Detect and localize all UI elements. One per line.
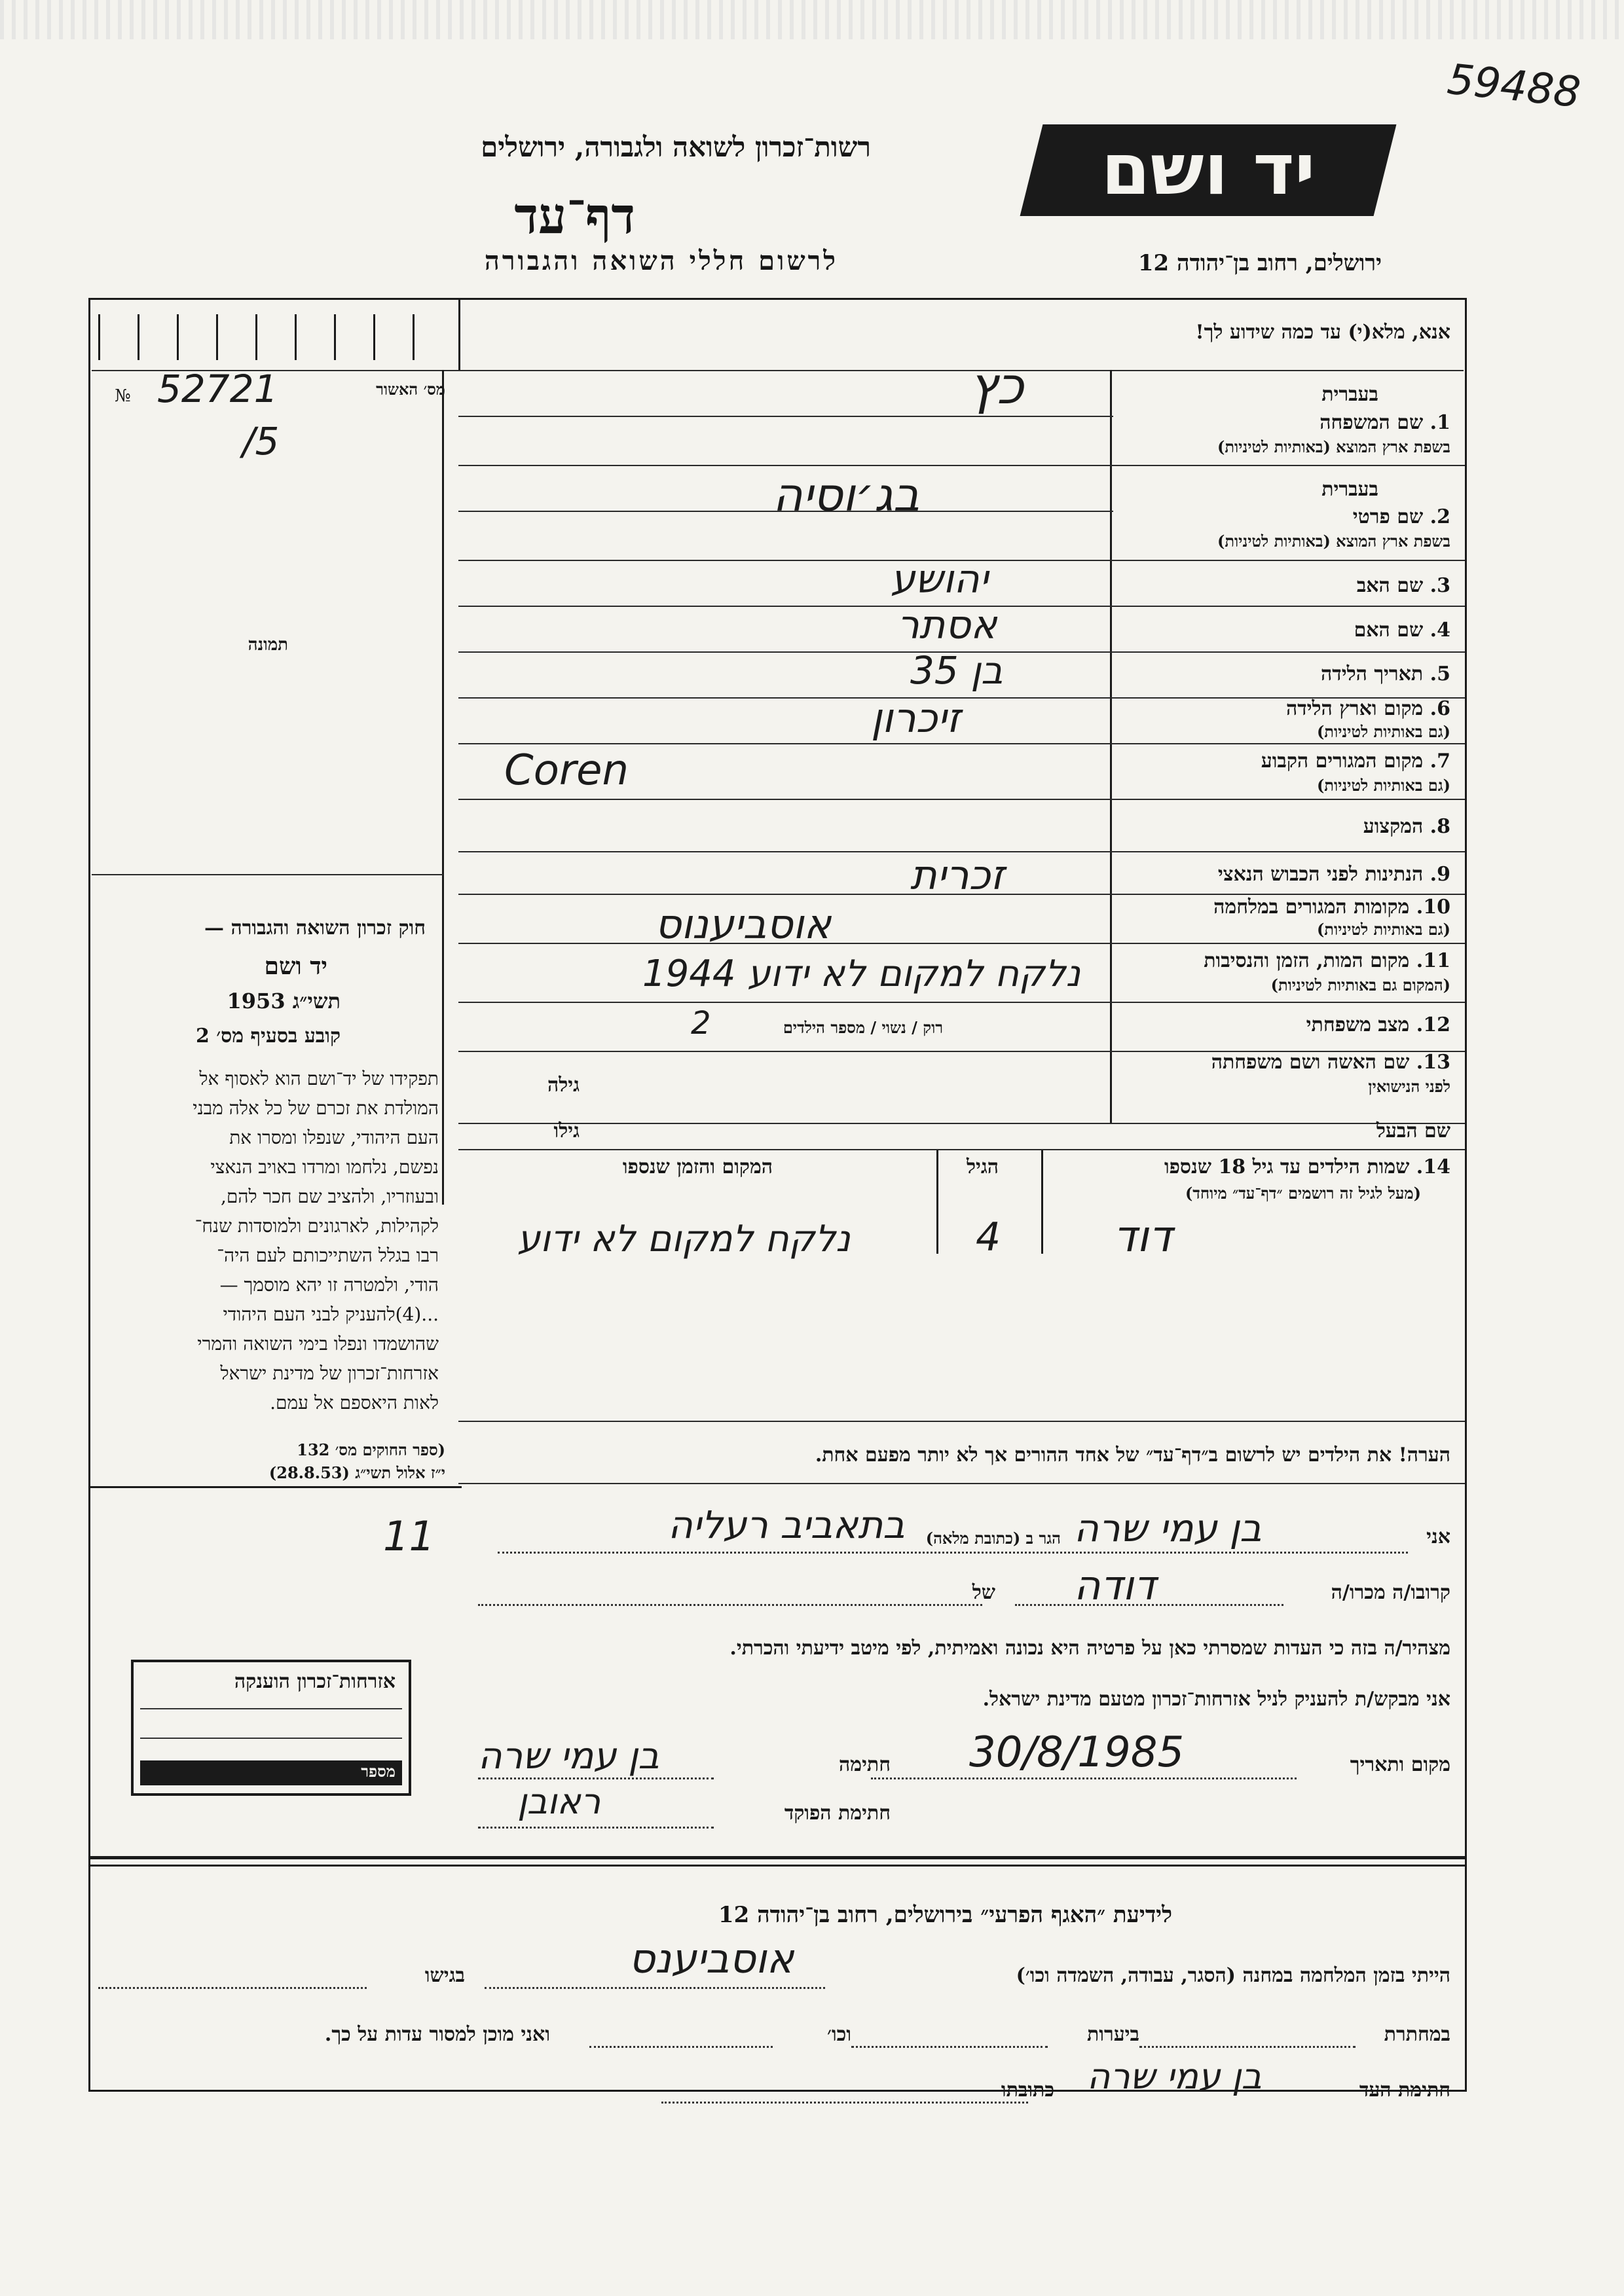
husband-age-label: גילו xyxy=(553,1120,580,1142)
law-title: חוק זכרון השואה והגבורה — xyxy=(204,917,426,939)
field-12-label: 12. מצב משפחתי xyxy=(1306,1013,1450,1036)
value-family-name: כץ xyxy=(969,357,1024,416)
page-subtitle: לרשום חללי השואה והגבורה xyxy=(484,246,838,276)
value-children-count: 2 xyxy=(691,1005,711,1042)
field-2-label: 2. שם פרטי xyxy=(1352,505,1450,528)
law-year: תשי״ג 1953 xyxy=(227,989,341,1013)
ready-label: ואני מוכן למסור עדות על כך. xyxy=(324,2023,550,2046)
witness-signature-value: בן עמי שרה xyxy=(1087,2056,1262,2097)
husband-label: שם הבעל xyxy=(1376,1120,1450,1142)
value-birth-date: בן 35 xyxy=(910,648,1003,693)
photo-label: תמונה xyxy=(248,635,288,655)
signature-value: בן עמי שרה xyxy=(478,1735,659,1777)
signature-label: חתימה xyxy=(839,1753,891,1776)
field-7-note: (גם באותיות לטיניות) xyxy=(1316,776,1450,795)
authority-name: רשות־זכרון לשואה ולגבורה, ירושלים xyxy=(481,131,871,163)
yad-vashem-logo xyxy=(1020,124,1397,216)
remark: הערה! את הילדים יש לרשום ב״דף־עד״ של אחד ההורים אך לא יותר מפעם אחת. xyxy=(815,1444,1450,1467)
field-2-note: בשפת ארץ המוצא (באותיות לטיניות) xyxy=(1217,532,1450,551)
field-13-note: לפני הנישואין xyxy=(1368,1077,1450,1096)
field-7-label: 7. מקום המגורים הקבוע xyxy=(1261,750,1450,773)
citizenship-title: אזרחות־זכרון הוענקה xyxy=(234,1670,396,1693)
relative-label: קרובו/ה מכרו/ה xyxy=(1331,1581,1450,1604)
children-header: 14. שמות הילדים עד גיל 18 שנספו xyxy=(1164,1156,1450,1178)
value-nationality: זכרית xyxy=(910,851,1005,899)
field-8-label: 8. המקצוע xyxy=(1363,815,1450,838)
underground-label: במחתרת xyxy=(1384,2023,1450,2046)
field-11-label: 11. מקום המות, הזמן והנסיבות xyxy=(1204,949,1450,972)
scan-noise xyxy=(0,0,1624,39)
field-4-label: 4. שם האם xyxy=(1354,619,1450,642)
approval-label: מס׳ האשור xyxy=(376,380,445,399)
margin-mark: 11 xyxy=(383,1512,435,1560)
value-father-name: יהושע xyxy=(891,556,989,602)
field-10-note: (גם באותיות לטיניות) xyxy=(1316,920,1450,939)
relative-value: דודה xyxy=(1074,1561,1156,1609)
logo-text: יד ושם xyxy=(1101,129,1316,211)
witness-name: בן עמי שרה xyxy=(1074,1506,1262,1550)
footer-heading: לידיעת ״האגף הפרעי״ בירושלים, רחוב בן־יהודה 12 xyxy=(718,1902,1172,1928)
approval-number: 52721 xyxy=(157,367,278,411)
of-label: של xyxy=(972,1581,995,1604)
officer-value: ראובן xyxy=(517,1781,601,1822)
forests-label: ביערות xyxy=(1086,2023,1139,2046)
camp-label: הייתי בזמן המלחמה במחנה (הסגר, עבודה, השמדה וכו׳) xyxy=(1016,1964,1450,1987)
value-mother-name: אסתר xyxy=(897,602,997,648)
value-residence: Coren xyxy=(504,746,629,795)
law-clause: קובע בסעיף מס׳ 2 xyxy=(195,1025,341,1048)
field-1-note: בשפת ארץ המוצא (באותיות לטיניות) xyxy=(1217,437,1450,456)
declaration: מצהיר/ה בזה כי העדות שמסרתי כאן על פרטיה היא נכונה ואמיתית, לפי מיטב ידיעתי והכרתי. xyxy=(729,1637,1450,1660)
id-boxes xyxy=(98,314,452,360)
witness-i-label: אני xyxy=(1426,1525,1450,1548)
marital-options: רוק / נשוי / מספר הילדים xyxy=(783,1018,943,1037)
citizenship-number-label: מספר xyxy=(361,1762,396,1781)
archive-number: 59488 xyxy=(1445,55,1583,118)
field-6-note: (גם באותיות לטיניות) xyxy=(1316,722,1450,741)
children-place-header: המקום והזמן שנספו xyxy=(622,1156,773,1178)
wife-age-label: גילה xyxy=(547,1074,580,1097)
in-hebrew-2: בעברית xyxy=(1321,478,1378,501)
value-wartime-residence: אוסביענוס xyxy=(655,900,832,948)
child-age: 4 xyxy=(976,1214,1001,1260)
request: אני מבקש/ת להעניק לניל אזרחות־זכרון מטעם מדינת ישראל. xyxy=(982,1688,1450,1711)
approval-suffix: /5 xyxy=(242,419,280,464)
law-logo: יד ושם xyxy=(264,953,327,980)
in-hebrew-1: בעברית xyxy=(1321,383,1378,406)
law-text: תפקידו של יד־ושם הוא לאסוף אל המולדת את זכרם של כל אלה מבני העם היהודי, שנפלו ומסרו את נפשם, נלחמו ומרדו באויב הנאצי ובעוזריו, ולהציב שם חכר להם, לקהילות, לארגונים ולמוסדות שנח־ רבו בגלל השתייכותם לעם היה־ הודי, ולמטרה זו יהא מוסמך — ...(4)להעניק לבני העם היהודי שהושמדו ונפלו בימי השואה והמרי אזרחות־זכרון של מדינת ישראל לאות היאספם אל עמם. xyxy=(193,1068,439,1413)
law-source: (ספר החוקים מס׳ 132 xyxy=(297,1440,445,1459)
address-label: כתובתו xyxy=(1001,2079,1054,2102)
field-5-label: 5. תאריך הלידה xyxy=(1321,663,1450,685)
form-prompt: אנא, מלא(י) עד כמה שידוע לך! xyxy=(1195,321,1450,344)
field-11-note: (המקום גם באותיות לטיניות) xyxy=(1270,975,1450,994)
children-age-header: הגיל xyxy=(966,1156,999,1178)
value-death-place: נלקח למקום לא ידוע 1944 xyxy=(642,953,1080,995)
officer-label: חתימת הפוקד xyxy=(784,1802,891,1825)
camp-value: אוסביענס xyxy=(629,1935,794,1982)
witness-living-label: הגר ב (כתובת מלאה) xyxy=(925,1529,1061,1548)
with-label: בגישו xyxy=(424,1964,465,1987)
field-10-label: 10. מקומות המגורים במלחמה xyxy=(1213,896,1450,919)
value-birth-place: זיכרון xyxy=(871,694,961,742)
field-9-label: 9. הנתינות לפני הכבוש הנאצי xyxy=(1217,863,1450,886)
field-3-label: 3. שם האב xyxy=(1356,574,1450,597)
law-source-2: י״ז אלול תשי״ג (28.8.53) xyxy=(268,1463,445,1482)
children-note: (מעל לגיל זה רושמים ״דף־עד״ מיוחד) xyxy=(1185,1184,1421,1203)
witness-signature-label: חתימת העד xyxy=(1359,2079,1450,2102)
place-date-label: מקום ותאריך xyxy=(1350,1753,1450,1776)
place-date-value: 30/8/1985 xyxy=(969,1728,1185,1777)
approval-prefix: № xyxy=(115,386,131,406)
child-place: נלקח למקום לא ידוע xyxy=(517,1218,851,1260)
witness-address: בתאביב רעליה xyxy=(668,1503,905,1547)
field-1-label: 1. שם המשפחה xyxy=(1320,411,1450,434)
header-address: ירושלים, רחוב בן־יהודה 12 xyxy=(1137,250,1382,276)
child-name: דוד xyxy=(1113,1211,1173,1262)
value-first-name: בג׳וסיה xyxy=(773,468,920,522)
etc-label: וכו׳ xyxy=(827,2023,851,2046)
page-title: דף־עד xyxy=(514,187,635,245)
citizenship-box xyxy=(131,1660,411,1796)
field-6-label: 6. מקום וארץ הלידה xyxy=(1285,697,1450,720)
field-13-label: 13. שם האשה ושם משפחתה xyxy=(1211,1051,1450,1074)
